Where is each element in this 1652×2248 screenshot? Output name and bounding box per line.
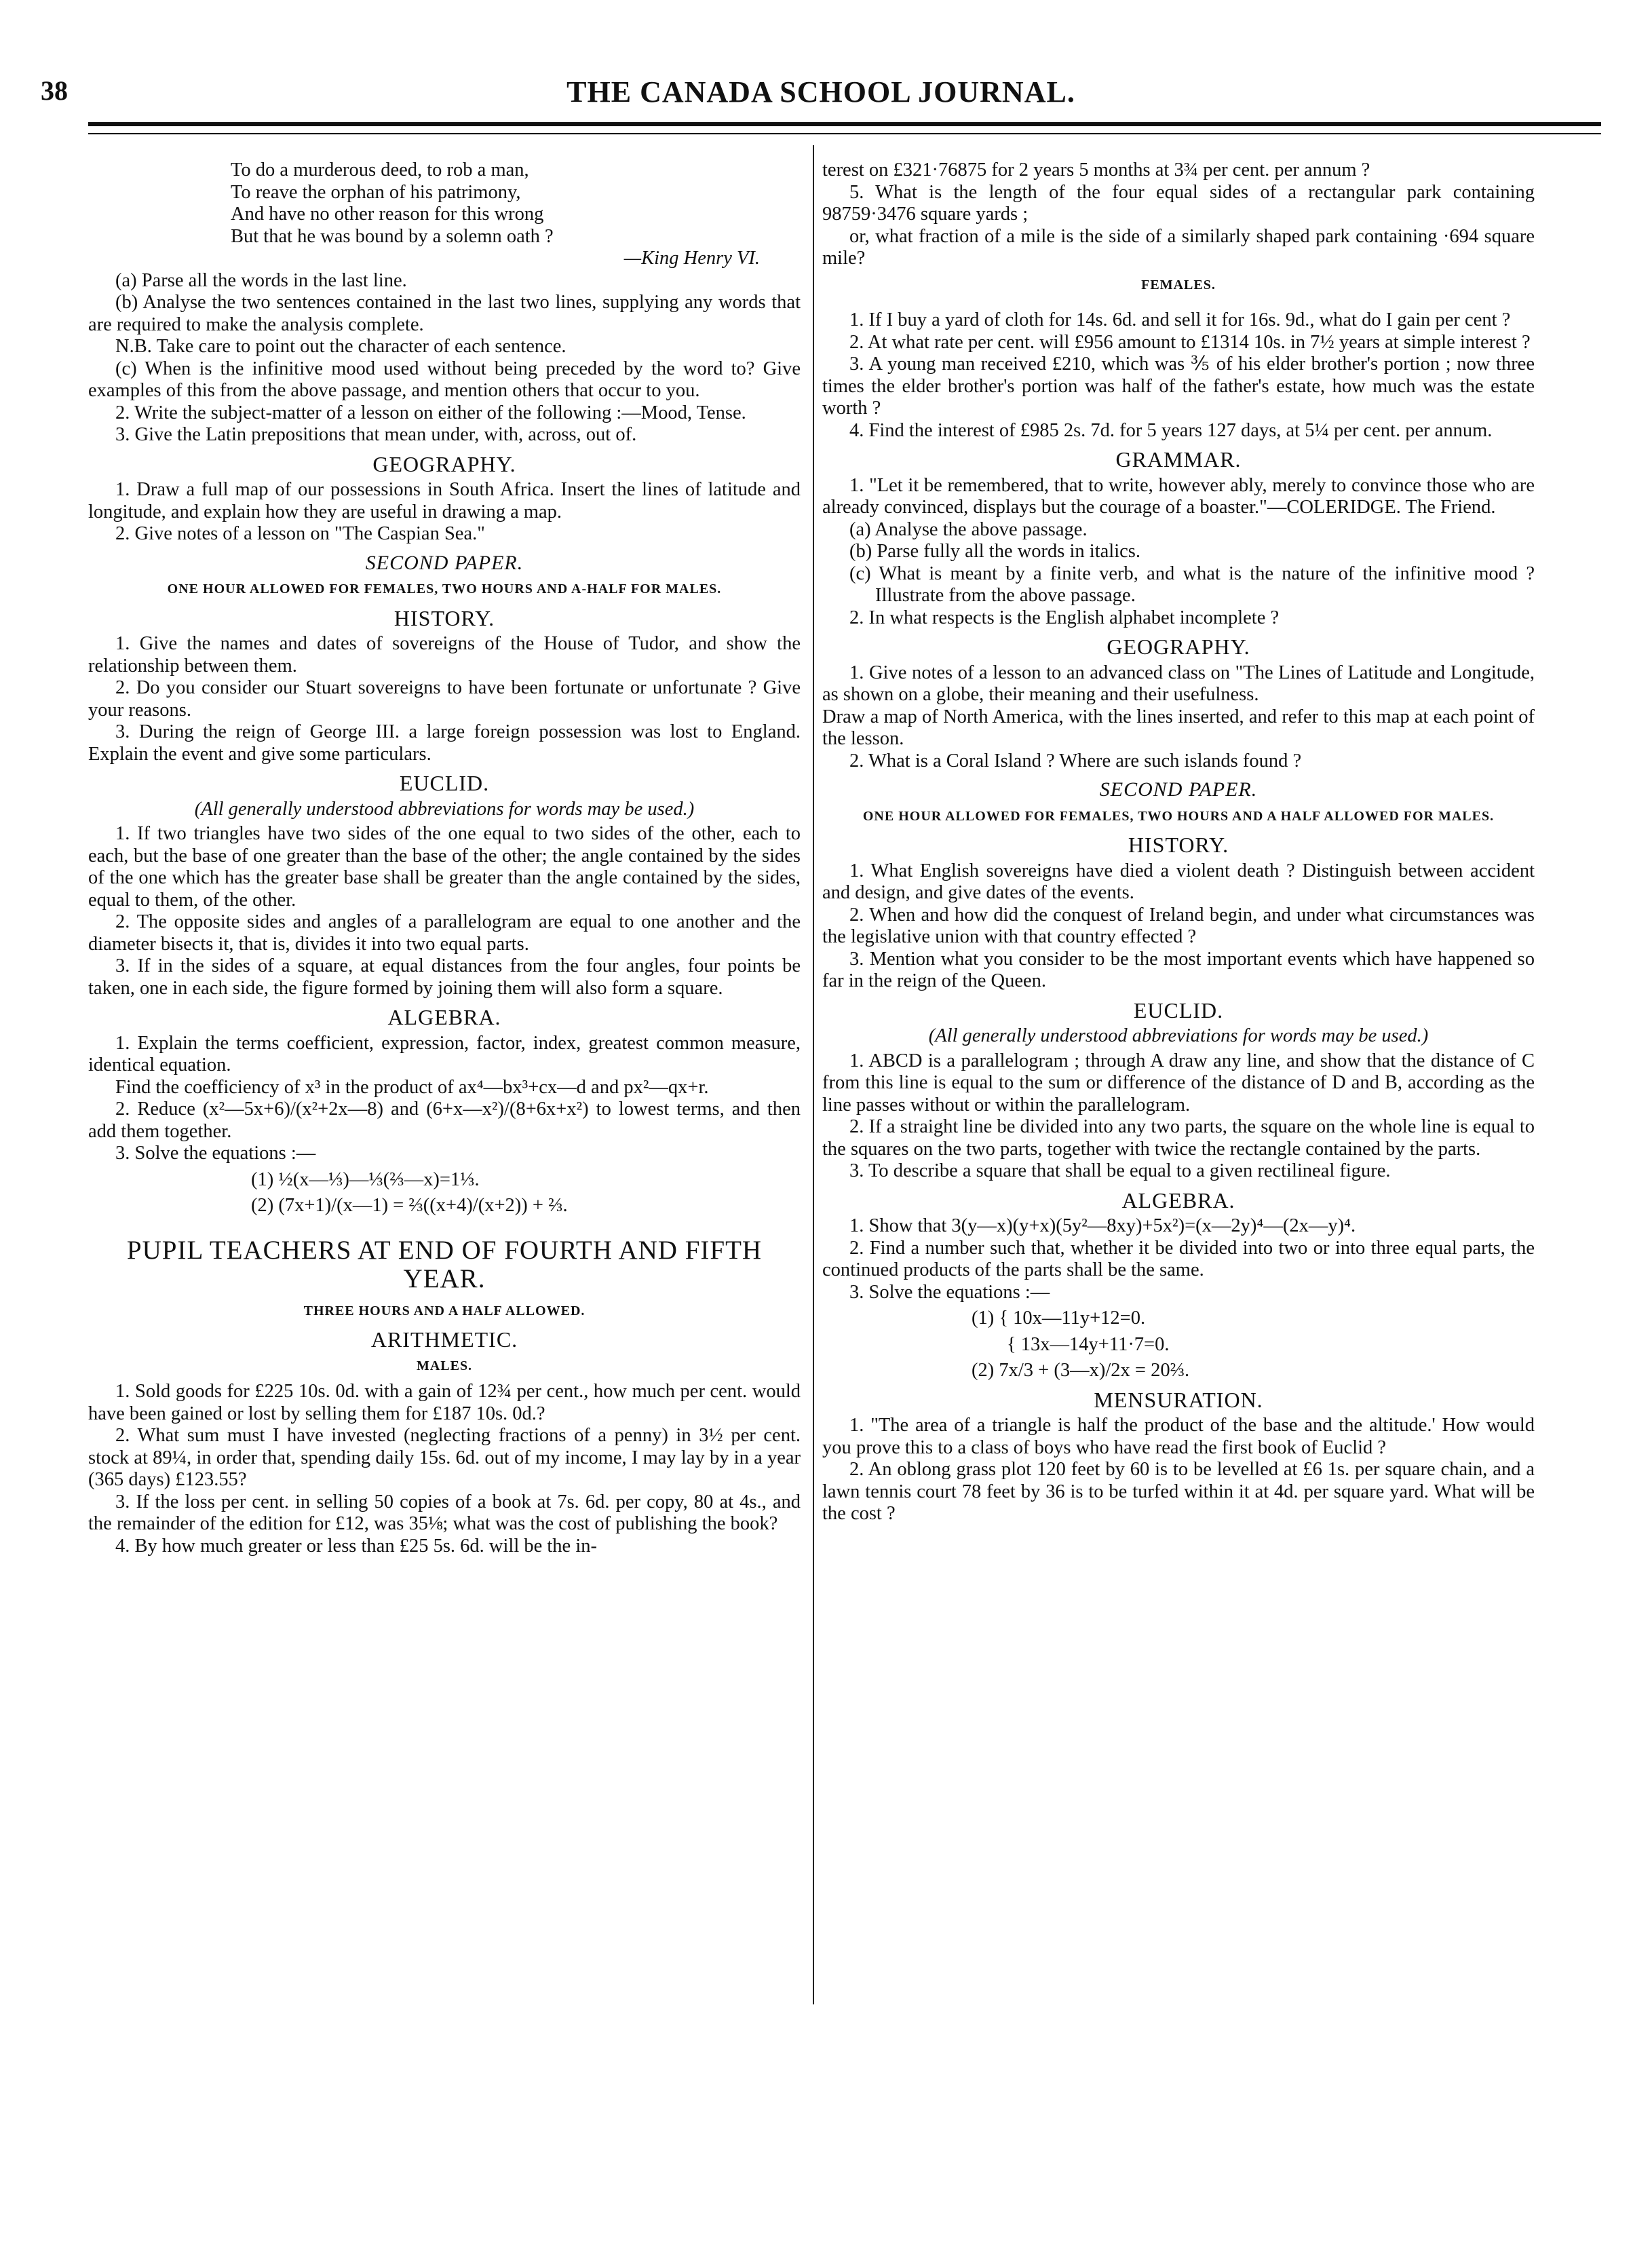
- question-item: 2. What sum must I have invested (neglecting fractions of a penny) in 3½ per cent. stock at 89¼, in order that, spending daily 15s. 6d. out of my income, I may lay by in a year (365 days) £123.55?: [88, 1425, 801, 1490]
- question-item: 1. "The area of a triangle is half the product of the base and the altitude.' How would you prove this to a class of boys who have read the first book of Euclid ?: [822, 1415, 1535, 1458]
- question-item: 2. At what rate per cent. will £956 amount to £1314 10s. in 7½ years at simple interest ?: [849, 331, 1531, 353]
- poem-line: To reave the orphan of his patrimony,: [231, 181, 521, 203]
- question-item: 4. Find the interest of £985 2s. 7d. for 5 years 127 days, at 5¼ per cent. per annum.: [849, 419, 1493, 441]
- question-item: 2. When and how did the conquest of Ireland begin, and under what circumstances was the legislative union with that country effected ?: [822, 904, 1535, 947]
- equation: (1) { 10x—11y+12=0.: [972, 1308, 1146, 1329]
- question-item: 2. In what respects is the English alphabet incomplete ?: [849, 607, 1280, 628]
- question-item: or, what fraction of a mile is the side of a similarly shaped park containing ·694 square mile?: [822, 225, 1535, 269]
- question-item: 1. Show that 3(y—x)(y+x)(5y²—8xy)+5x²)=(x—2y)⁴—(2x—y)⁴.: [849, 1215, 1356, 1236]
- question-item: 3. Mention what you consider to be the most important events which have happened so far in the reign of the Queen.: [822, 948, 1535, 991]
- question-item: 1. Sold goods for £225 10s. 0d. with a gain of 12¾ per cent., how much per cent. would have been gained or lost by selling them for £187 10s. 0d.?: [88, 1381, 801, 1424]
- question-item: 3. A young man received £210, which was ⅗ of his elder brother's portion ; now three times the elder brother's portion was half of the father's estate, how much was the estate worth ?: [822, 354, 1535, 419]
- page-header: [41, 75, 1601, 115]
- left-column: [88, 159, 801, 1557]
- question-item: 2. The opposite sides and angles of a parallelogram are equal to one another and the diameter bisects it, that is, divides it into two equal parts.: [88, 911, 801, 955]
- question-item: 2. An oblong grass plot 120 feet by 60 is to be levelled at £6 1s. per square chain, and a lawn tennis court 78 feet by 36 is to be turfed within it at 4d. per square yard. What will be the cost ?: [822, 1459, 1535, 1524]
- question-item: 3. During the reign of George III. a large foreign possession was lost to England. Explain the event and give some particulars.: [88, 721, 801, 765]
- equation: (2) (7x+1)/(x—1) = ⅔((x+4)/(x+2)) + ⅔.: [251, 1195, 568, 1216]
- question-item: 4. By how much greater or less than £25 5s. 6d. will be the in-: [115, 1535, 597, 1557]
- question-item: (b) Parse fully all the words in italics.: [849, 541, 1140, 562]
- question-item: 3. Give the Latin prepositions that mean under, with, across, out of.: [115, 424, 637, 445]
- note-item: N.B. Take care to point out the character of each sentence.: [115, 336, 566, 357]
- question-item: 5. What is the length of the four equal sides of a rectangular park containing 98759·3476 square yards ;: [822, 181, 1535, 225]
- time-allowed-note: THREE HOURS AND A HALF ALLOWED.: [303, 1303, 585, 1318]
- question-item: 3. If in the sides of a square, at equal distances from the four angles, four points be taken, one in each side, the figure formed by joining them will also form a square.: [88, 955, 801, 999]
- question-item: 2. If a straight line be divided into any two parts, the square on the whole line is equal to the squares on the two parts, together with twice the rectangle contained by the parts.: [822, 1116, 1535, 1160]
- question-item: 1. If two triangles have two sides of the one equal to two sides of the other, each to each, but the base of one greater than the base of the other; the angle contained by the sides of the one which has the greater base shall be greater than the angle contained by the sides, equal to them, of the other.: [88, 823, 801, 911]
- question-item: Draw a map of North America, with the lines inserted, and refer to this map at each point of the lesson.: [822, 706, 1535, 749]
- section-heading-algebra: ALGEBRA.: [1121, 1187, 1235, 1213]
- question-item: 3. If the loss per cent. in selling 50 copies of a book at 7s. 6d. per copy, 80 at 4s., and the remainder of the edition for £12, was 35⅛; what was the cost of publishing the book?: [88, 1491, 801, 1534]
- section-heading-arithmetic: ARITHMETIC.: [370, 1327, 518, 1352]
- section-heading-euclid: EUCLID.: [399, 771, 490, 795]
- question-item: (b) Analyse the two sentences contained in the last two lines, supplying any words that are required to make the analysis complete.: [88, 292, 801, 335]
- question-item: 3. Solve the equations :—: [849, 1281, 1050, 1303]
- section-heading-second-paper: SECOND PAPER.: [1099, 778, 1258, 801]
- question-item: 3. To describe a square that shall be equal to a given rectilineal figure.: [849, 1160, 1391, 1181]
- abbreviation-note: (All generally understood abbreviations for words may be used.): [194, 798, 695, 820]
- question-item: 1. What English sovereigns have died a violent death ? Distinguish between accident and design, and give dates of the events.: [822, 860, 1535, 903]
- question-item: 1. Draw a full map of our possessions in South Africa. Insert the lines of latitude and longitude, and explain how they are useful in drawing a map.: [88, 479, 801, 522]
- running-title: THE CANADA SCHOOL JOURNAL.: [566, 75, 1075, 109]
- question-continuation: terest on £321·76875 for 2 years 5 months at 3¾ per cent. per annum ?: [822, 159, 1370, 180]
- equation: { 13x—14y+11·7=0.: [1007, 1333, 1170, 1355]
- question-item: 1. Give the names and dates of sovereigns of the House of Tudor, and show the relationship between them.: [88, 633, 801, 677]
- question-item: (a) Analyse the above passage.: [849, 518, 1088, 540]
- question-item: 2. What is a Coral Island ? Where are such islands found ?: [849, 750, 1302, 771]
- equation: (1) ½(x—⅓)—⅓(⅔—x)=1⅓.: [251, 1168, 480, 1190]
- time-allowed-note: ONE HOUR ALLOWED FOR FEMALES, TWO HOURS AND A-HALF FOR MALES.: [167, 582, 722, 596]
- spacer: [822, 300, 1535, 309]
- question-item: 1. "Let it be remembered, that to write, however ably, merely to convince those who are already convinced, displays but the courage of a boaster."—COLERIDGE. The Friend.: [822, 474, 1535, 518]
- time-allowed-note: ONE HOUR ALLOWED FOR FEMALES, TWO HOURS AND A HALF ALLOWED FOR MALES.: [862, 808, 1495, 824]
- header-rule-thin: [88, 133, 1601, 134]
- poem-attribution: —King Henry VI.: [623, 248, 760, 269]
- question-item: 2. Reduce (x²—5x+6)/(x²+2x—8) and (6+x—x²)/(8+6x+x²) to lowest terms, and then add them together.: [88, 1099, 801, 1142]
- section-heading-mensuration: MENSURATION.: [1094, 1387, 1263, 1412]
- section-heading-history: HISTORY.: [1128, 833, 1229, 857]
- question-item: 2. Find a number such that, whether it be divided into two or into three equal parts, the continued products of the parts shall be the same.: [822, 1237, 1535, 1280]
- section-heading-euclid: EUCLID.: [1133, 997, 1224, 1023]
- question-item: 1. Explain the terms coefficient, expression, factor, index, greatest common measure, identical equation.: [88, 1032, 801, 1075]
- section-heading-grammar: GRAMMAR.: [1115, 447, 1242, 472]
- poem-line: To do a murderous deed, to rob a man,: [231, 159, 529, 180]
- question-item: 2. Write the subject-matter of a lesson on either of the following :—Mood, Tense.: [115, 402, 746, 423]
- question-item: (a) Parse all the words in the last line.: [115, 269, 407, 291]
- question-item: 1. If I buy a yard of cloth for 14s. 6d. and sell it for 16s. 9d., what do I gain per cent ?: [849, 309, 1511, 330]
- question-item: 1. Give notes of a lesson to an advanced class on "The Lines of Latitude and Longitude, as shown on a globe, their meaning and their usefulness.: [822, 662, 1535, 705]
- question-item: 2. Give notes of a lesson on "The Caspian Sea.": [115, 523, 485, 544]
- section-heading-algebra: ALGEBRA.: [387, 1005, 501, 1029]
- subheading-males: MALES.: [416, 1358, 473, 1373]
- question-item: (c) What is meant by a finite verb, and what is the nature of the infinitive mood ? Illustrate from the above passage.: [849, 563, 1535, 606]
- subheading-females: FEMALES.: [1141, 277, 1216, 292]
- question-item: 2. Do you consider our Stuart sovereigns to have been fortunate or unfortunate ? Give your reasons.: [88, 677, 801, 721]
- column-divider: [813, 145, 814, 2004]
- section-heading-history: HISTORY.: [393, 605, 495, 630]
- poem-line: And have no other reason for this wrong: [231, 204, 544, 225]
- page-number: 38: [41, 75, 68, 106]
- section-heading-geography: GEOGRAPHY.: [1107, 634, 1250, 659]
- right-column: [822, 159, 1535, 1525]
- equation: (2) 7x/3 + (3—x)/2x = 20⅔.: [972, 1360, 1190, 1381]
- question-item: 1. ABCD is a parallelogram ; through A draw any line, and show that the distance of C from this line is equal to the sum or difference of the distance of D and B, according as the line passes without or within the parallelogram.: [822, 1050, 1535, 1116]
- question-item: Find the coefficiency of x³ in the product of ax⁴—bx³+cx—d and px²—qx+r.: [115, 1076, 709, 1098]
- poem-quotation: [88, 159, 801, 248]
- question-item: 3. Solve the equations :—: [115, 1143, 316, 1164]
- abbreviation-note: (All generally understood abbreviations for words may be used.): [928, 1025, 1429, 1046]
- section-heading-geography: GEOGRAPHY.: [372, 451, 516, 476]
- header-rule-thick: [88, 122, 1601, 126]
- section-heading-second-paper: SECOND PAPER.: [365, 551, 524, 574]
- section-heading-pupil-teachers: PUPIL TEACHERS AT END OF FOURTH AND FIFTH YEAR.: [126, 1235, 763, 1293]
- question-item: (c) When is the infinitive mood used without being preceded by the word to? Give examples of this from the above passage, and mention others that occur to you.: [88, 358, 801, 401]
- poem-line: But that he was bound by a solemn oath ?: [231, 225, 554, 247]
